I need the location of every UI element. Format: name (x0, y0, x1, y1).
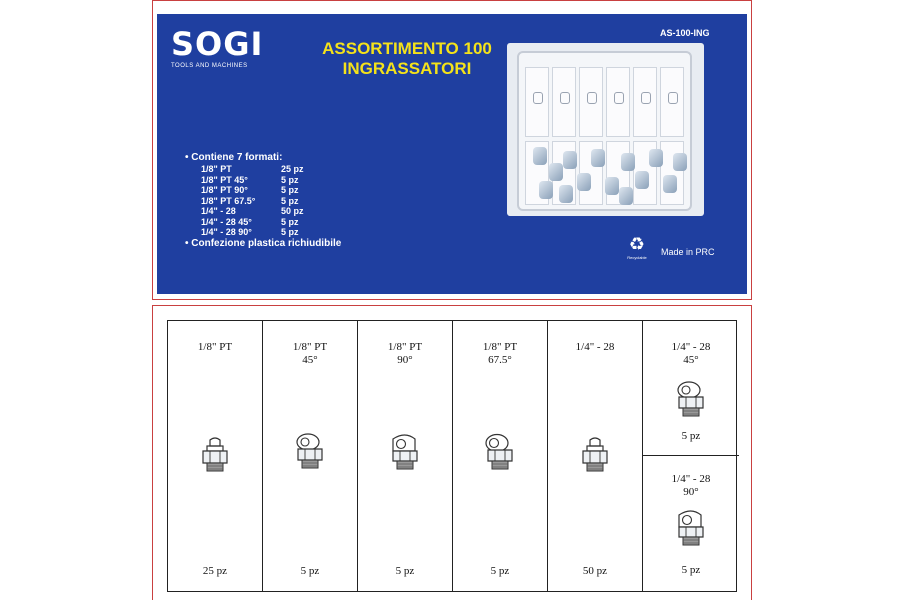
format-size: 1/4" - 28 45° (201, 216, 252, 227)
compartment-label: 1/4" - 28 90° (671, 473, 711, 498)
format-row (201, 217, 304, 228)
format-row (201, 227, 304, 238)
compartment-label: 1/8" PT 45° (292, 341, 328, 366)
compartment-label: 1/4" - 28 45° (671, 341, 711, 366)
compartment-1-8-pt-67-5 (453, 321, 548, 591)
product-label (152, 0, 752, 300)
format-qty: 5 pz (281, 195, 299, 206)
contents-list (185, 152, 341, 250)
format-row (201, 185, 304, 196)
brand-tagline: TOOLS AND MACHINES (171, 63, 248, 69)
recycle-label: Recyclable (627, 255, 647, 260)
brand-name: SOGI (171, 25, 264, 63)
product-title (307, 39, 507, 79)
67-5-degree-grease-fitting-icon (483, 433, 517, 471)
format-row (201, 196, 304, 207)
compartment-1-8-pt-45 (263, 321, 358, 591)
compartment-label: 1/8" PT 90° (387, 341, 423, 366)
format-row (201, 206, 304, 217)
plastic-case-image (517, 51, 692, 211)
format-size: 1/8" PT 45° (201, 174, 248, 185)
compartment-1-4-28 (548, 321, 643, 591)
compartment-1-8-pt (168, 321, 263, 591)
compartment-1-8-pt-90 (358, 321, 453, 591)
format-size: 1/4" - 28 (201, 206, 236, 216)
straight-grease-fitting-icon (198, 436, 232, 474)
90-degree-grease-fitting-icon (674, 509, 708, 547)
compartment-label: 1/8" PT (197, 341, 233, 353)
format-row (201, 164, 304, 175)
straight-grease-fitting-icon (578, 436, 612, 474)
format-qty: 5 pz (281, 216, 299, 227)
45-degree-grease-fitting-icon (674, 381, 708, 419)
formats-table (201, 164, 304, 238)
compartment-1-4-28-45 (643, 321, 739, 456)
compartment-1-4-28-90 (643, 456, 739, 591)
format-qty: 50 pz (281, 206, 304, 216)
title-line-1: ASSORTIMENTO 100 (322, 39, 492, 58)
compartment-quantity: 5 pz (681, 564, 701, 576)
format-size: 1/8" PT (201, 164, 232, 174)
right-compartment-column (643, 321, 739, 591)
recyclable-mark (625, 235, 649, 260)
format-size: 1/8" PT 67.5° (201, 195, 256, 206)
compartment-label: 1/4" - 28 (575, 341, 615, 353)
packaging-note: • Confezione plastica richiudibile (185, 238, 341, 250)
product-photo (507, 43, 704, 216)
compartment-quantity: 50 pz (582, 565, 608, 577)
compartment-quantity: 25 pz (202, 565, 228, 577)
compartment-label: 1/8" PT 67.5° (482, 341, 518, 366)
45-degree-grease-fitting-icon (293, 433, 327, 471)
compartment-quantity: 5 pz (395, 565, 415, 577)
format-size: 1/4" - 28 90° (201, 227, 252, 237)
format-row (201, 175, 304, 186)
compartment-quantity: 5 pz (300, 565, 320, 577)
compartment-quantity: 5 pz (681, 430, 701, 442)
contents-heading: • Contiene 7 formati: (185, 152, 341, 164)
format-qty: 5 pz (281, 185, 299, 195)
title-line-2: INGRASSATORI (342, 59, 472, 78)
brand-logo (171, 25, 264, 69)
compartment-quantity: 5 pz (490, 565, 510, 577)
90-degree-grease-fitting-icon (388, 433, 422, 471)
product-code: AS-100-ING (660, 28, 710, 38)
format-size: 1/8" PT 90° (201, 185, 248, 195)
blue-panel (157, 14, 747, 294)
format-qty: 25 pz (281, 164, 304, 174)
compartment-grid (167, 320, 737, 592)
origin-text: Made in PRC (661, 247, 715, 257)
format-qty: 5 pz (281, 227, 299, 237)
format-qty: 5 pz (281, 174, 299, 185)
recycle-icon: ♻ (628, 234, 646, 255)
